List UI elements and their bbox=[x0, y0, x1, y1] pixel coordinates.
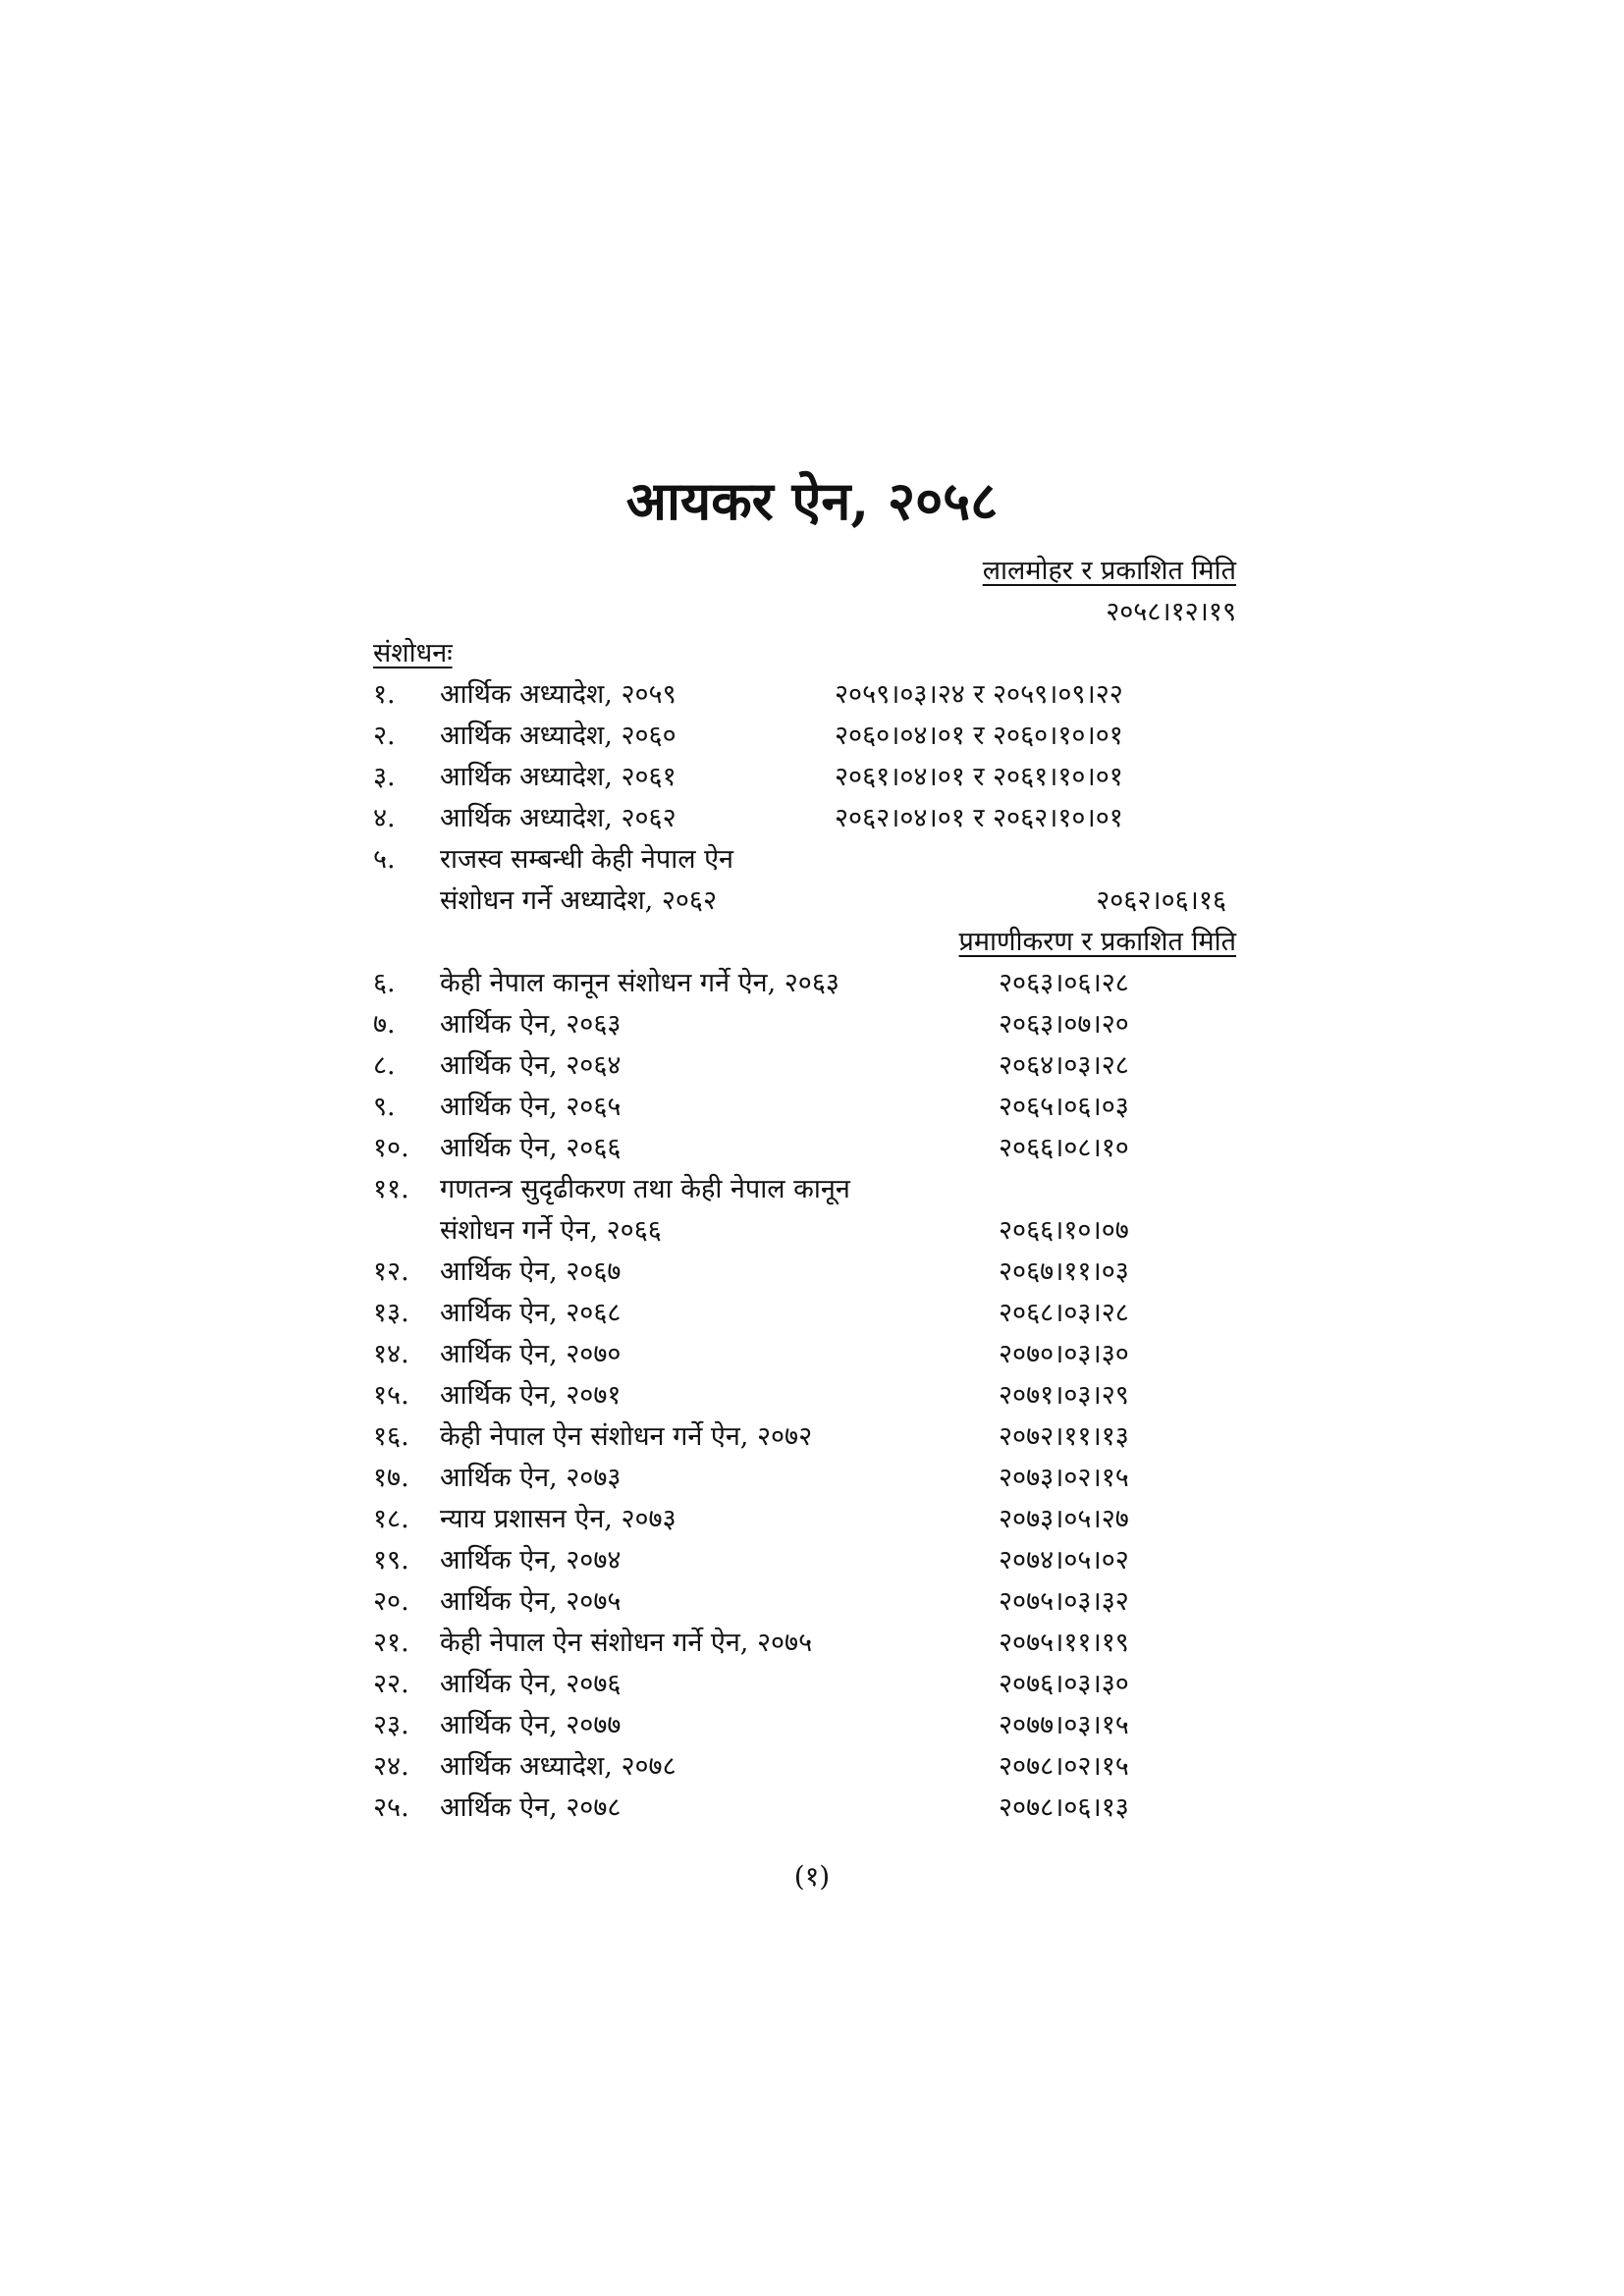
item-date: २०६६।१०।०७ bbox=[999, 1215, 1129, 1246]
item-number: २१. bbox=[373, 1628, 409, 1658]
item-name-line1: गणतन्त्र सुदृढीकरण तथा केही नेपाल कानून bbox=[440, 1174, 850, 1204]
list-item bbox=[373, 1298, 621, 1329]
item-number: २. bbox=[373, 721, 396, 751]
list-item bbox=[373, 1174, 850, 1205]
item-date: २०७३।०५।२७ bbox=[999, 1504, 1129, 1534]
item-name: आर्थिक अध्यादेश, २०५९ bbox=[440, 679, 677, 710]
item-date: २०६८।०३।२८ bbox=[999, 1298, 1129, 1328]
item-date: २०६३।०६।२८ bbox=[999, 968, 1129, 998]
item-date: २०७३।०२।१५ bbox=[999, 1463, 1129, 1493]
item-name: केही नेपाल ऐन संशोधन गर्ने ऐन, २०७५ bbox=[440, 1628, 813, 1658]
item-date: २०७२।११।१३ bbox=[999, 1421, 1129, 1452]
item-number: १६. bbox=[373, 1421, 409, 1452]
list-item bbox=[373, 762, 677, 793]
item-name: आर्थिक अध्यादेश, २०६० bbox=[440, 721, 677, 751]
list-item bbox=[373, 968, 839, 999]
item-number: ९. bbox=[373, 1092, 396, 1122]
item-date: २०६३।०७।२० bbox=[999, 1009, 1129, 1040]
list-item bbox=[373, 1669, 621, 1700]
list-item bbox=[373, 1628, 812, 1659]
list-item bbox=[373, 1751, 677, 1783]
item-name: आर्थिक ऐन, २०६४ bbox=[440, 1050, 622, 1081]
item-number: १३. bbox=[373, 1298, 409, 1328]
lalmohar-date: २०५८।१२।१९ bbox=[1106, 597, 1236, 627]
pramanikaran-heading: प्रमाणीकरण र प्रकाशित मिति bbox=[958, 927, 1236, 957]
item-number: १८. bbox=[373, 1504, 409, 1534]
item-name: आर्थिक ऐन, २०७० bbox=[440, 1339, 622, 1369]
item-date: २०६४।०३।२८ bbox=[999, 1050, 1129, 1081]
item-date: २०७०।०३।३० bbox=[999, 1339, 1129, 1369]
list-item bbox=[373, 1133, 621, 1164]
item-name: आर्थिक ऐन, २०६३ bbox=[440, 1009, 622, 1040]
item-date: २०७६।०३।३० bbox=[999, 1669, 1129, 1699]
item-number: १. bbox=[373, 679, 396, 710]
item-date: २०६५।०६।०३ bbox=[999, 1092, 1129, 1122]
page-number: (१) bbox=[793, 1860, 831, 1893]
item-name: आर्थिक ऐन, २०७६ bbox=[440, 1669, 622, 1699]
item-date: २०५९।०३।२४ र २०५९।०९।२२ bbox=[835, 679, 1123, 710]
item-name: आर्थिक ऐन, २०७४ bbox=[440, 1545, 622, 1575]
item-name: आर्थिक ऐन, २०६८ bbox=[440, 1298, 622, 1328]
item-number: ४. bbox=[373, 803, 396, 833]
item-name-line2: संशोधन गर्ने ऐन, २०६६ bbox=[440, 1215, 662, 1246]
item-name: केही नेपाल कानून संशोधन गर्ने ऐन, २०६३ bbox=[440, 968, 839, 998]
page-title: आयकर ऐन, २०५८ bbox=[625, 469, 999, 532]
item-date: २०७८।०६।१३ bbox=[999, 1792, 1129, 1823]
item-date: २०६६।०८।१० bbox=[999, 1133, 1129, 1163]
item-number: ११. bbox=[373, 1174, 409, 1204]
amendments-label: संशोधनः bbox=[373, 638, 453, 668]
item-date: २०६२।०६।१६ bbox=[1096, 885, 1226, 916]
list-item bbox=[373, 1504, 677, 1535]
list-item bbox=[373, 1463, 621, 1494]
item-date: २०७५।०३।३२ bbox=[999, 1586, 1129, 1617]
item-number: २०. bbox=[373, 1586, 409, 1617]
item-number: २३. bbox=[373, 1710, 409, 1740]
list-item bbox=[373, 1339, 621, 1370]
item-name: आर्थिक अध्यादेश, २०६१ bbox=[440, 762, 677, 792]
item-number: १४. bbox=[373, 1339, 409, 1369]
item-number: १७. bbox=[373, 1463, 409, 1493]
item-number: १५. bbox=[373, 1380, 409, 1411]
item-date: २०७८।०२।१५ bbox=[999, 1751, 1129, 1782]
item-name: न्याय प्रशासन ऐन, २०७३ bbox=[440, 1504, 677, 1534]
item-name-line1: राजस्व सम्बन्धी केही नेपाल ऐन bbox=[440, 844, 734, 875]
list-item bbox=[373, 1545, 621, 1576]
list-item bbox=[373, 1380, 621, 1412]
item-number: १२. bbox=[373, 1256, 409, 1287]
list-item bbox=[373, 1421, 812, 1453]
item-name-line2: संशोधन गर्ने अध्यादेश, २०६२ bbox=[440, 885, 718, 916]
item-number: १०. bbox=[373, 1133, 409, 1163]
item-date: २०६२।०४।०१ र २०६२।१०।०१ bbox=[835, 803, 1123, 833]
item-name: आर्थिक ऐन, २०७८ bbox=[440, 1792, 622, 1823]
item-number: ८. bbox=[373, 1050, 396, 1081]
item-name: आर्थिक ऐन, २०७५ bbox=[440, 1586, 622, 1617]
list-item bbox=[373, 721, 677, 752]
item-name: आर्थिक ऐन, २०७३ bbox=[440, 1463, 622, 1493]
item-date: २०७४।०५।०२ bbox=[999, 1545, 1129, 1575]
item-name: आर्थिक ऐन, २०७१ bbox=[440, 1380, 622, 1411]
list-item bbox=[373, 803, 677, 834]
item-date: २०६७।११।०३ bbox=[999, 1256, 1129, 1287]
item-number: २४. bbox=[373, 1751, 409, 1782]
list-item bbox=[373, 1586, 621, 1618]
item-number: २५. bbox=[373, 1792, 409, 1823]
item-name: आर्थिक ऐन, २०६७ bbox=[440, 1256, 622, 1287]
item-name: आर्थिक अध्यादेश, २०६२ bbox=[440, 803, 677, 833]
item-name: आर्थिक ऐन, २०७७ bbox=[440, 1710, 622, 1740]
list-item bbox=[373, 844, 733, 876]
item-name: केही नेपाल ऐन संशोधन गर्ने ऐन, २०७२ bbox=[440, 1421, 813, 1452]
item-date: २०६१।०४।०१ र २०६१।१०।०१ bbox=[835, 762, 1123, 792]
list-item bbox=[373, 1009, 621, 1041]
item-number: ३. bbox=[373, 762, 396, 792]
item-number: ५. bbox=[373, 844, 396, 875]
item-name: आर्थिक अध्यादेश, २०७८ bbox=[440, 1751, 677, 1782]
item-number: १९. bbox=[373, 1545, 409, 1575]
list-item bbox=[373, 1092, 621, 1123]
list-item bbox=[373, 1050, 621, 1082]
list-item bbox=[373, 1256, 621, 1288]
item-date: २०७७।०३।१५ bbox=[999, 1710, 1129, 1740]
item-date: २०७१।०३।२९ bbox=[999, 1380, 1129, 1411]
item-name: आर्थिक ऐन, २०६६ bbox=[440, 1133, 622, 1163]
item-number: ७. bbox=[373, 1009, 396, 1040]
list-item bbox=[373, 1792, 621, 1824]
item-date: २०७५।११।१९ bbox=[999, 1628, 1129, 1658]
item-number: २२. bbox=[373, 1669, 409, 1699]
list-item bbox=[373, 1710, 621, 1741]
item-name: आर्थिक ऐन, २०६५ bbox=[440, 1092, 622, 1122]
lalmohar-heading: लालमोहर र प्रकाशित मिति bbox=[982, 556, 1236, 586]
item-date: २०६०।०४।०१ र २०६०।१०।०१ bbox=[835, 721, 1123, 751]
list-item bbox=[373, 679, 677, 711]
item-number: ६. bbox=[373, 968, 396, 998]
